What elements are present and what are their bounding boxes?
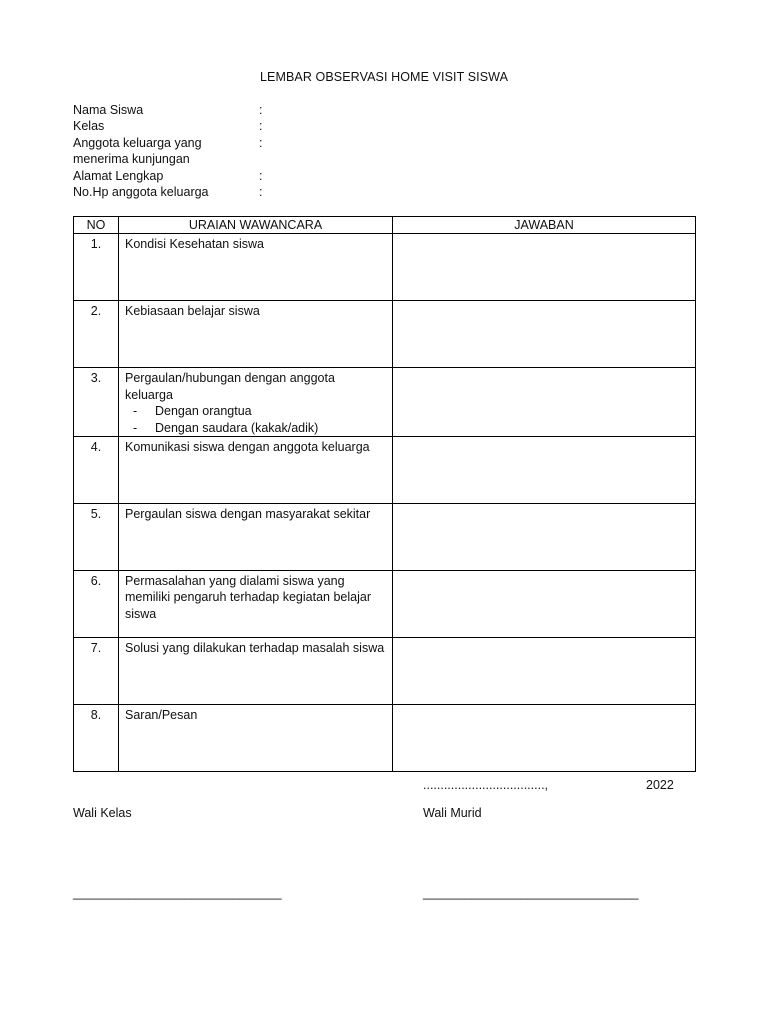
field-label: Kelas xyxy=(73,119,105,134)
answer-cell[interactable] xyxy=(393,571,696,638)
left-signatory-label: Wali Kelas xyxy=(73,806,132,820)
right-signature-line: _______________________________ xyxy=(423,886,639,900)
answer-cell[interactable] xyxy=(393,368,696,437)
row-question: Komunikasi siswa dengan anggota keluarga xyxy=(119,437,393,504)
field-colon: : xyxy=(259,185,263,200)
list-item xyxy=(133,420,386,436)
field-label: No.Hp anggota keluarga xyxy=(73,185,209,200)
field-colon: : xyxy=(259,103,263,117)
row-number: 8. xyxy=(74,705,119,772)
field-colon: : xyxy=(259,119,263,134)
row-question: Kebiasaan belajar siswa xyxy=(119,301,393,368)
field-label: Alamat Lengkap xyxy=(73,168,164,183)
table-row xyxy=(74,705,696,772)
field-nama-siswa xyxy=(73,102,373,118)
answer-cell[interactable] xyxy=(393,638,696,705)
field-label: Nama Siswa xyxy=(73,103,144,117)
answer-cell[interactable] xyxy=(393,234,696,301)
right-signatory-label: Wali Murid xyxy=(423,806,482,820)
table-row xyxy=(74,571,696,638)
header-answer: JAWABAN xyxy=(393,217,696,234)
row-question: Permasalahan yang dialami siswa yang memiliki pengaruh terhadap kegiatan belajar siswa xyxy=(119,571,393,638)
list-dash: - xyxy=(133,404,138,419)
row-number: 1. xyxy=(74,234,119,301)
field-no-hp xyxy=(73,184,373,200)
answer-cell[interactable] xyxy=(393,301,696,368)
student-info-fields xyxy=(73,102,373,200)
table-row xyxy=(74,437,696,504)
answer-cell[interactable] xyxy=(393,705,696,772)
subitem-text: Dengan saudara (kakak/adik) xyxy=(155,420,319,435)
answer-cell[interactable] xyxy=(393,437,696,504)
answer-cell[interactable] xyxy=(393,504,696,571)
field-colon: : xyxy=(259,168,263,183)
field-colon: : xyxy=(259,135,263,150)
subitem-list xyxy=(125,403,386,436)
row-number: 4. xyxy=(74,437,119,504)
row-number: 3. xyxy=(74,368,119,437)
list-dash: - xyxy=(133,420,138,435)
row-number: 6. xyxy=(74,571,119,638)
row-question: Solusi yang dilakukan terhadap masalah siswa xyxy=(119,638,393,705)
row-question: Kondisi Kesehatan siswa xyxy=(119,234,393,301)
field-label: Anggota keluarga yang menerima kunjungan xyxy=(73,135,202,167)
row-question: Pergaulan siswa dengan masyarakat sekitar xyxy=(119,504,393,571)
header-no: NO xyxy=(74,217,119,234)
row-number: 7. xyxy=(74,638,119,705)
table-row xyxy=(74,638,696,705)
field-kelas xyxy=(73,118,373,134)
field-alamat-lengkap xyxy=(73,168,373,184)
row-question-with-subitems xyxy=(119,368,393,437)
interview-table xyxy=(73,216,696,772)
row-question: Pergaulan/hubungan dengan anggota keluarga xyxy=(125,371,335,402)
list-item xyxy=(133,403,386,419)
subitem-text: Dengan orangtua xyxy=(155,404,252,419)
date-placeholder: ..................................., xyxy=(423,778,549,792)
document-title: LEMBAR OBSERVASI HOME VISIT SISWA xyxy=(259,70,509,84)
table-row xyxy=(74,301,696,368)
left-signature-line: ______________________________ xyxy=(73,886,282,900)
year-label: 2022 xyxy=(646,778,674,792)
table-row xyxy=(74,368,696,437)
row-question: Saran/Pesan xyxy=(119,705,393,772)
table-row xyxy=(74,504,696,571)
table-header-row xyxy=(74,217,696,234)
row-number: 2. xyxy=(74,301,119,368)
table-row xyxy=(74,234,696,301)
field-anggota-keluarga xyxy=(73,135,373,168)
header-question: URAIAN WAWANCARA xyxy=(119,217,393,234)
row-number: 5. xyxy=(74,504,119,571)
